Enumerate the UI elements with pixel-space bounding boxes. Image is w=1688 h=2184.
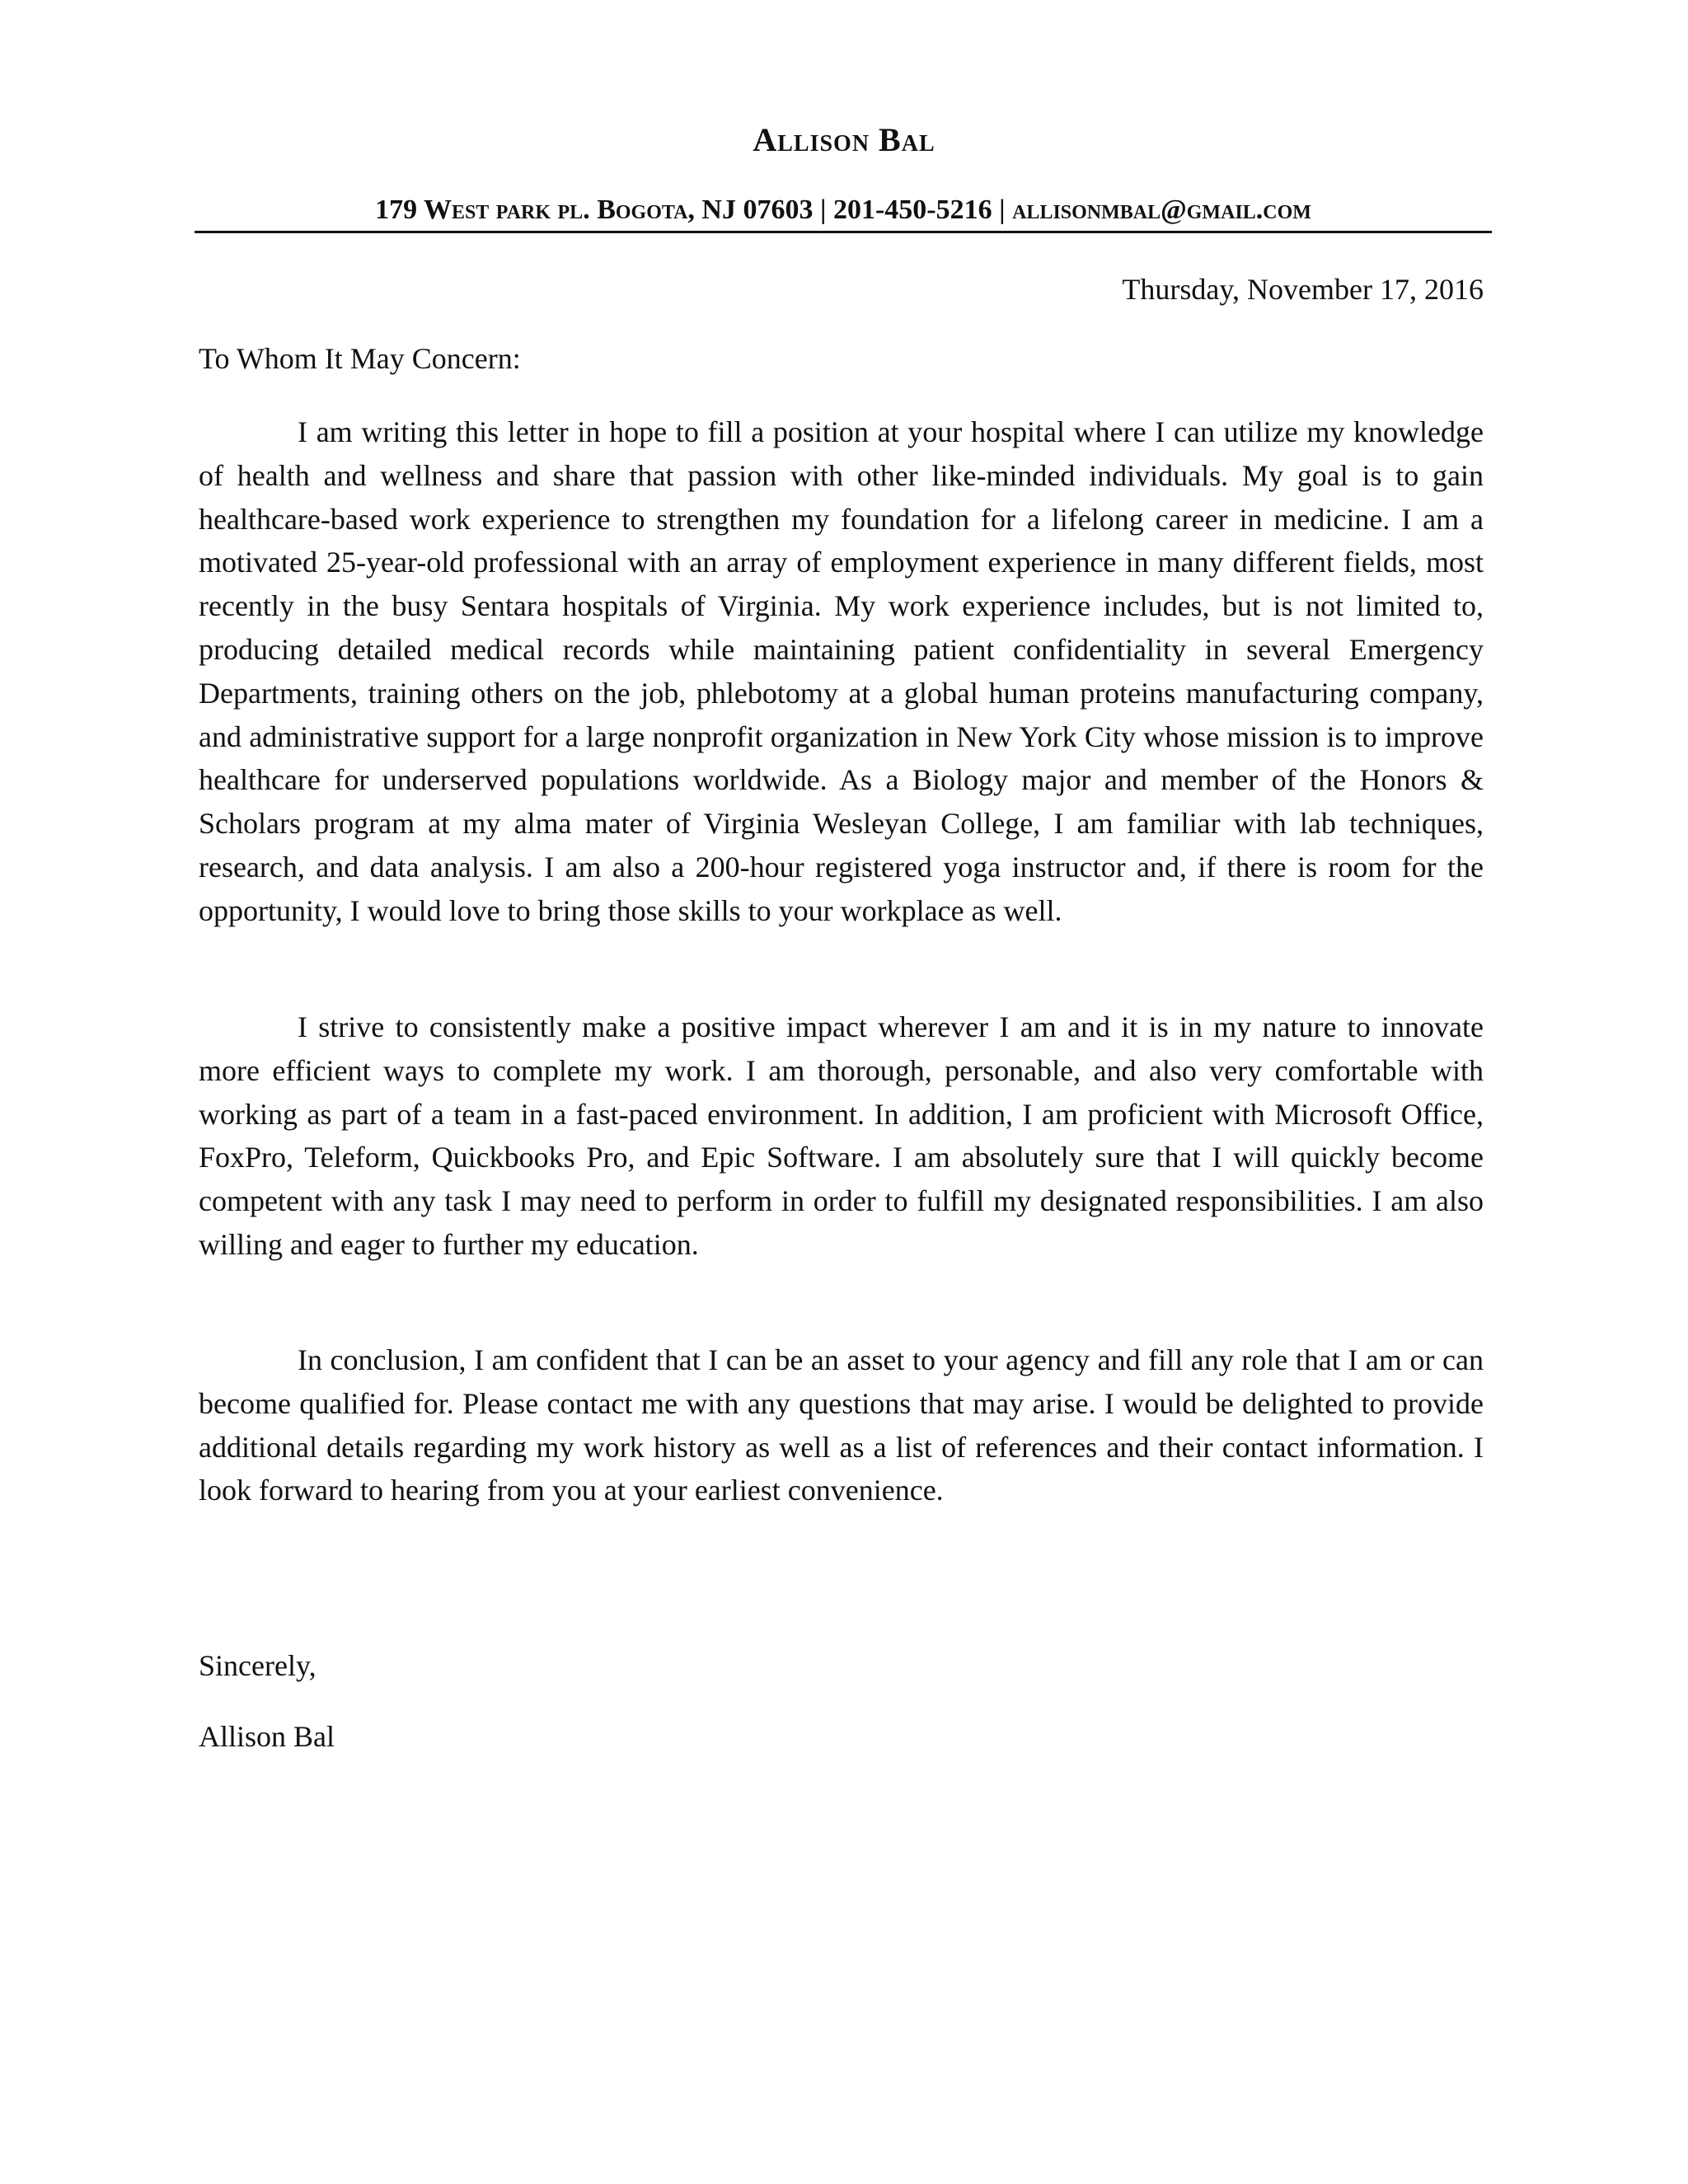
sender-name: Allison Bal: [753, 121, 935, 158]
sender-contact-line: 179 West park pl. Bogota, NJ 07603 | 201-450-5216 | allisonmbal@gmail.com: [375, 194, 1311, 225]
body-paragraph-1: I am writing this letter in hope to fill a position at your hospital where I can utilize my knowledge of health and wellness and share that passion with other like-minded individuals. My goal is to gain healthcare-based work experience to strengthen my foundation for a lifelong career in medicine. I am a motivated 25-year-old professional with an array of employment experience in many different fields, most recently in the busy Sentara hospitals of Virginia. My work experience includes, but is not limited to, producing detailed medical records while maintaining patient confidentiality in several Emergency Departments, training others on the job, phlebotomy at a global human proteins manufacturing company, and administrative support for a large nonprofit organization in New York City whose mission is to improve healthcare for underserved populations worldwide. As a Biology major and member of the Honors & Scholars program at my alma mater of Virginia Wesleyan College, I am familiar with lab techniques, research, and data analysis. I am also a 200-hour registered yoga instructor and, if there is room for the opportunity, I would love to bring those skills to your workplace as well.: [199, 415, 1484, 927]
body-paragraph-3: In conclusion, I am confident that I can be an asset to your agency and fill any role that I am or can become qualified for. Please contact me with any questions that may arise. I would be delighted to provide additional details regarding my work history as well as a list of references and their contact information. I look forward to hearing from you at your earliest convenience.: [199, 1343, 1484, 1507]
body-paragraph-2: I strive to consistently make a positive impact wherever I am and it is in my nature to innovate more efficient ways to complete my work. I am thorough, personable, and also very comfortable with working as part of a team in a fast-paced environment. In addition, I am proficient with Microsoft Office, FoxPro, Teleform, Quickbooks Pro, and Epic Software. I am absolutely sure that I will quickly become competent with any task I may need to perform in order to fulfill my designated responsibilities. I am also willing and eager to further my education.: [199, 1010, 1484, 1261]
header-divider: [195, 231, 1492, 233]
letter-date: Thursday, November 17, 2016: [1122, 273, 1484, 306]
closing: Sincerely,: [199, 1649, 316, 1682]
signature-name: Allison Bal: [199, 1720, 335, 1753]
salutation: To Whom It May Concern:: [199, 342, 521, 375]
